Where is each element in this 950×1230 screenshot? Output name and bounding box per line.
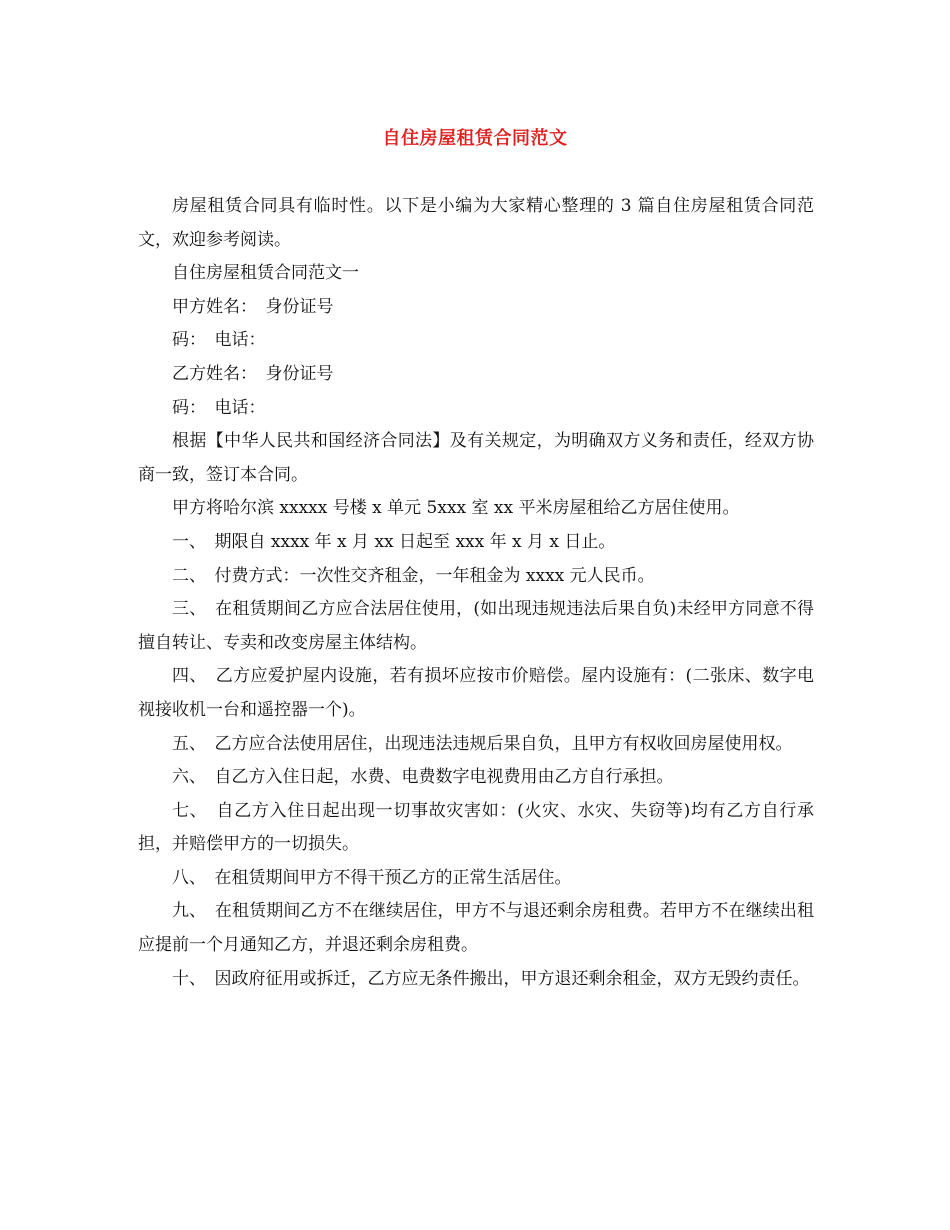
- clause-3: 三、 在租赁期间乙方应合法居住使用，(如出现违规违法后果自负)未经甲方同意不得擅自转让、专卖和改变房屋主体结构。: [138, 599, 814, 653]
- paragraph-intro: 房屋租赁合同具有临时性。以下是小编为大家精心整理的 3 篇自住房屋租赁合同范文，欢迎参考阅读。: [138, 196, 814, 250]
- paragraph-party-a-name: 甲方姓名： 身份证号: [172, 296, 334, 317]
- document-body: [138, 190, 814, 996]
- clause-9: 九、 在租赁期间乙方不在继续居住，甲方不与退还剩余房租费。若甲方不在继续出租应提前一个月通知乙方，并退还剩余房租费。: [138, 901, 814, 956]
- paragraph-legal-basis: 根据【中华人民共和国经济合同法】及有关规定，为明确双方义务和责任，经双方协商一致，签订本合同。: [138, 431, 814, 485]
- paragraph-party-a-phone: 码： 电话：: [172, 330, 266, 351]
- clause-7: 七、 自乙方入住日起出现一切事故灾害如：(火灾、水灾、失窃等)均有乙方自行承担，并赔偿甲方的一切损失。: [138, 800, 814, 855]
- clause-10: 十、 因政府征用或拆迁，乙方应无条件搬出，甲方退还剩余租金，双方无毁约责任。: [172, 968, 810, 989]
- clause-4: 四、 乙方应爱护屋内设施，若有损坏应按市价赔偿。屋内设施有：(二张床、数字电视接收机一台和遥控器一个)。: [138, 666, 814, 720]
- clause-8: 八、 在租赁期间甲方不得干预乙方的正常生活居住。: [172, 867, 572, 888]
- paragraph-party-b-name: 乙方姓名： 身份证号: [172, 363, 334, 384]
- paragraph-section-heading: 自住房屋租赁合同范文一: [172, 263, 359, 284]
- clause-6: 六、 自乙方入住日起，水费、电费数字电视费用由乙方自行承担。: [172, 767, 674, 788]
- paragraph-property: 甲方将哈尔滨 xxxxx 号楼 x 单元 5xxx 室 xx 平米房屋租给乙方居住使用。: [172, 498, 740, 519]
- clause-1: 一、 期限自 xxxx 年 x 月 xx 日起至 xxx 年 x 月 x 日止。: [172, 531, 616, 552]
- paragraph-party-b-phone: 码： 电话：: [172, 397, 266, 418]
- clause-5: 五、 乙方应合法使用居住，出现违法违规后果自负，且甲方有权收回房屋使用权。: [172, 733, 793, 754]
- clause-2: 二、 付费方式：一次性交齐租金，一年租金为 xxxx 元人民币。: [172, 565, 655, 586]
- document-title: 自住房屋租赁合同范文: [382, 128, 568, 149]
